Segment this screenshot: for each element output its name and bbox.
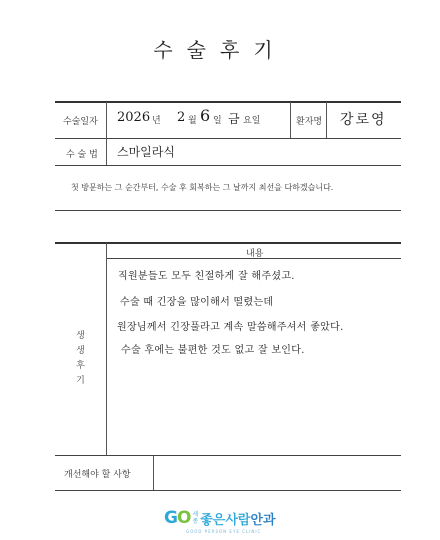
- patient-name-label: 환자명: [296, 117, 323, 127]
- date-weekday-unit: 요일: [243, 116, 261, 126]
- date-year: 2026: [117, 110, 151, 125]
- go-logo-mark: GO: [164, 508, 191, 528]
- review-line: 원장님께서 긴장풀라고 계속 말씀해주셔서 좋았다.: [117, 322, 344, 333]
- clinic-name: 좋은사람안과: [200, 512, 276, 528]
- logo-city-label: 세 종: [192, 511, 199, 525]
- date-weekday: 금: [228, 112, 240, 126]
- review-line: 수술 때 긴장을 많이해서 떨렸는데: [120, 297, 274, 308]
- date-day: 6: [200, 106, 211, 125]
- review-section-label: 생생후기: [74, 330, 84, 390]
- review-line: 직원분들도 모두 친절하게 잘 해주셨고.: [118, 271, 295, 282]
- improvement-label: 개선해야 할 사항: [64, 470, 131, 480]
- column-divider: [290, 102, 291, 138]
- row-divider: [55, 165, 401, 166]
- intro-bottom-border: [55, 210, 401, 211]
- date-year-unit: 년: [152, 116, 161, 126]
- review-column-divider: [106, 243, 107, 455]
- patient-name-value: 강로영: [340, 112, 387, 128]
- content-header: 내용: [246, 249, 264, 259]
- clinic-tagline: GOOD PERSON EYE CLINIC: [186, 529, 262, 534]
- review-line: 수술 후에는 불편한 것도 없고 잘 보인다.: [121, 345, 305, 356]
- method-label: 수 술 법: [66, 150, 98, 160]
- date-month: 2: [177, 110, 186, 125]
- clinic-logo: [164, 507, 276, 529]
- column-divider: [106, 102, 107, 165]
- method-value: 스마일라식: [117, 145, 175, 159]
- date-day-unit: 일: [213, 116, 222, 126]
- date-month-unit: 월: [188, 116, 197, 126]
- improvement-top-border: [55, 455, 401, 456]
- intro-text: 첫 방문하는 그 순간부터, 수술 후 회복하는 그 날까지 최선을 다하겠습니다.: [71, 183, 334, 192]
- date-label: 수술일자: [63, 117, 98, 127]
- column-divider: [326, 102, 327, 138]
- improvement-column-divider: [153, 456, 154, 490]
- improvement-bottom-border: [55, 490, 401, 491]
- page-title: 수술후기: [153, 38, 287, 62]
